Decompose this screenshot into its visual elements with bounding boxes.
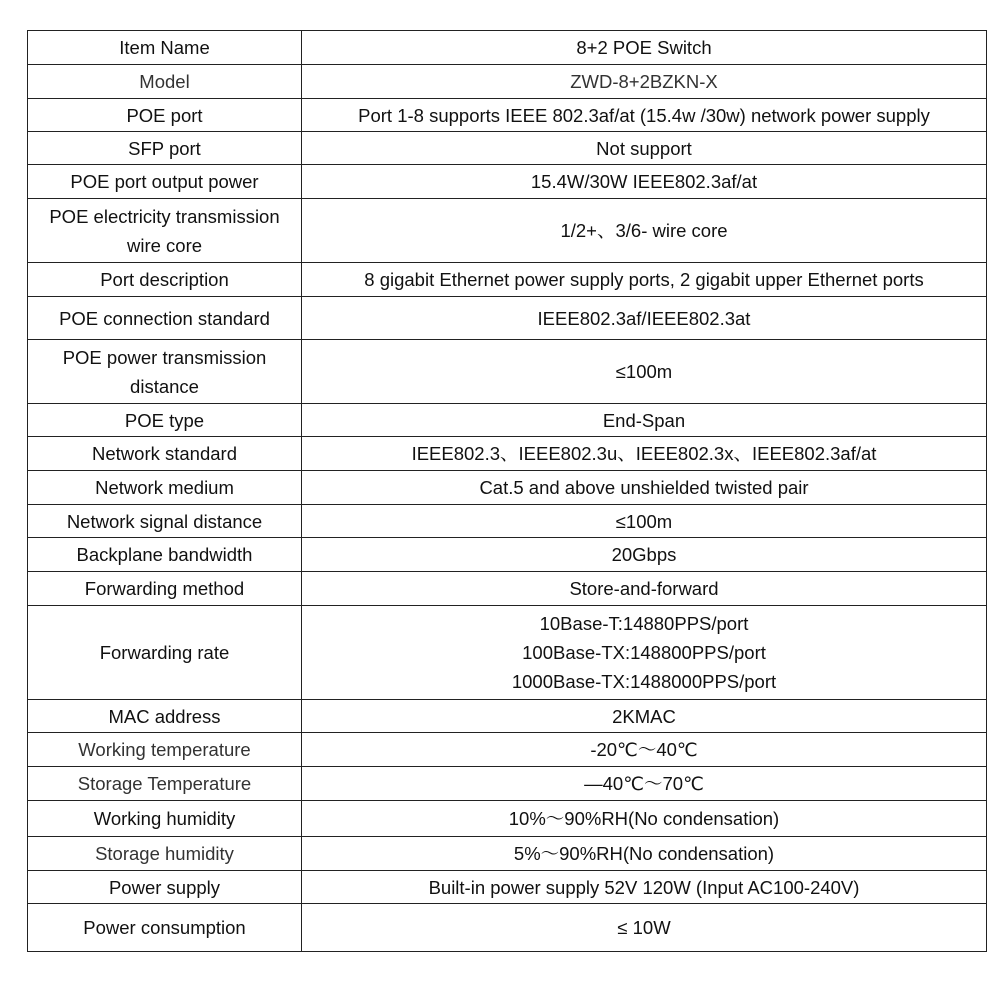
spec-table [27, 30, 987, 952]
row-label: Model [28, 65, 302, 99]
table-row [28, 700, 987, 733]
value-line: 15.4W/30W IEEE802.3af/at [530, 171, 758, 192]
table-row [28, 340, 987, 404]
row-value [302, 132, 987, 165]
table-row [28, 199, 987, 263]
row-label: POE port output power [28, 165, 302, 199]
row-label: Storage humidity [28, 837, 302, 871]
row-value [302, 65, 987, 99]
value-line: 2KMAC [612, 705, 676, 727]
row-label: Forwarding method [28, 572, 302, 606]
value-line: IEEE802.3af/IEEE802.3at [537, 307, 751, 329]
row-value [302, 700, 987, 733]
table-row [28, 538, 987, 572]
value-line: IEEE802.3、IEEE802.3u、IEEE802.3x、IEEE802.3af/at [411, 443, 877, 464]
row-label: Network medium [28, 471, 302, 505]
table-row [28, 904, 987, 952]
row-label: POE power transmission distance [28, 340, 302, 404]
value-line: Cat.5 and above unshielded twisted pair [479, 477, 809, 498]
value-line: Built-in power supply 52V 120W (Input AC100-240V) [428, 876, 860, 898]
table-row [28, 767, 987, 801]
row-value [302, 538, 987, 572]
table-row [28, 99, 987, 132]
value-line: 10Base-T:14880PPS/port [539, 613, 749, 634]
row-label: Network standard [28, 437, 302, 471]
row-value [302, 871, 987, 904]
row-label: Working humidity [28, 801, 302, 837]
row-value [302, 572, 987, 606]
table-row [28, 572, 987, 606]
row-label: MAC address [28, 700, 302, 733]
value-line: End-Span [602, 409, 686, 431]
row-label: Power supply [28, 871, 302, 904]
row-value [302, 263, 987, 297]
row-label: Storage Temperature [28, 767, 302, 801]
value-line: ≤100m [615, 361, 673, 382]
value-line: 1/2+、3/6- wire core [560, 220, 728, 241]
row-label: SFP port [28, 132, 302, 165]
row-value [302, 904, 987, 952]
value-line: 20Gbps [611, 544, 677, 565]
value-line: Not support [596, 137, 692, 159]
row-label: POE electricity transmission wire core [28, 199, 302, 263]
table-row [28, 606, 987, 700]
row-value [302, 165, 987, 199]
table-row [28, 65, 987, 99]
row-label: Network signal distance [28, 505, 302, 538]
table-row [28, 801, 987, 837]
row-label: Item Name [28, 31, 302, 65]
row-value [302, 404, 987, 437]
table-row [28, 31, 987, 65]
table-row [28, 297, 987, 340]
value-line: 1000Base-TX:1488000PPS/port [511, 671, 777, 692]
row-value [302, 471, 987, 505]
table-row [28, 471, 987, 505]
row-value [302, 99, 987, 132]
table-row [28, 263, 987, 297]
row-label: Forwarding rate [28, 606, 302, 700]
value-line: 5%～90%RH(No condensation) [513, 843, 775, 864]
value-line: Store-and-forward [569, 578, 719, 599]
value-line: Port 1-8 supports IEEE 802.3af/at (15.4w /30w) network power supply [358, 104, 930, 126]
table-row [28, 837, 987, 871]
row-value [302, 767, 987, 801]
value-line: 8+2 POE Switch [576, 37, 712, 58]
table-row [28, 437, 987, 471]
row-value [302, 801, 987, 837]
row-value [302, 837, 987, 871]
table-row [28, 505, 987, 538]
row-value [302, 437, 987, 471]
value-line: ≤100m [615, 510, 673, 532]
table-row [28, 165, 987, 199]
row-value [302, 505, 987, 538]
row-value [302, 340, 987, 404]
row-value [302, 606, 987, 700]
row-value [302, 199, 987, 263]
row-label: Backplane bandwidth [28, 538, 302, 572]
table-row [28, 733, 987, 767]
value-line: 8 gigabit Ethernet power supply ports, 2 gigabit upper Ethernet ports [364, 269, 924, 290]
row-value [302, 733, 987, 767]
table-row [28, 132, 987, 165]
value-line: -20℃～40℃ [590, 739, 698, 760]
table-row [28, 871, 987, 904]
row-label: Working temperature [28, 733, 302, 767]
row-label: POE connection standard [28, 297, 302, 340]
row-label: POE port [28, 99, 302, 132]
row-label: Port description [28, 263, 302, 297]
row-value [302, 297, 987, 340]
row-value [302, 31, 987, 65]
value-line: ZWD-8+2BZKN-X [570, 71, 718, 92]
row-label: Power consumption [28, 904, 302, 952]
value-line: 10%～90%RH(No condensation) [508, 808, 780, 829]
table-row [28, 404, 987, 437]
value-line: ≤ 10W [617, 917, 671, 938]
value-line: —40℃～70℃ [584, 773, 704, 794]
row-label: POE type [28, 404, 302, 437]
value-line: 100Base-TX:148800PPS/port [522, 642, 766, 663]
